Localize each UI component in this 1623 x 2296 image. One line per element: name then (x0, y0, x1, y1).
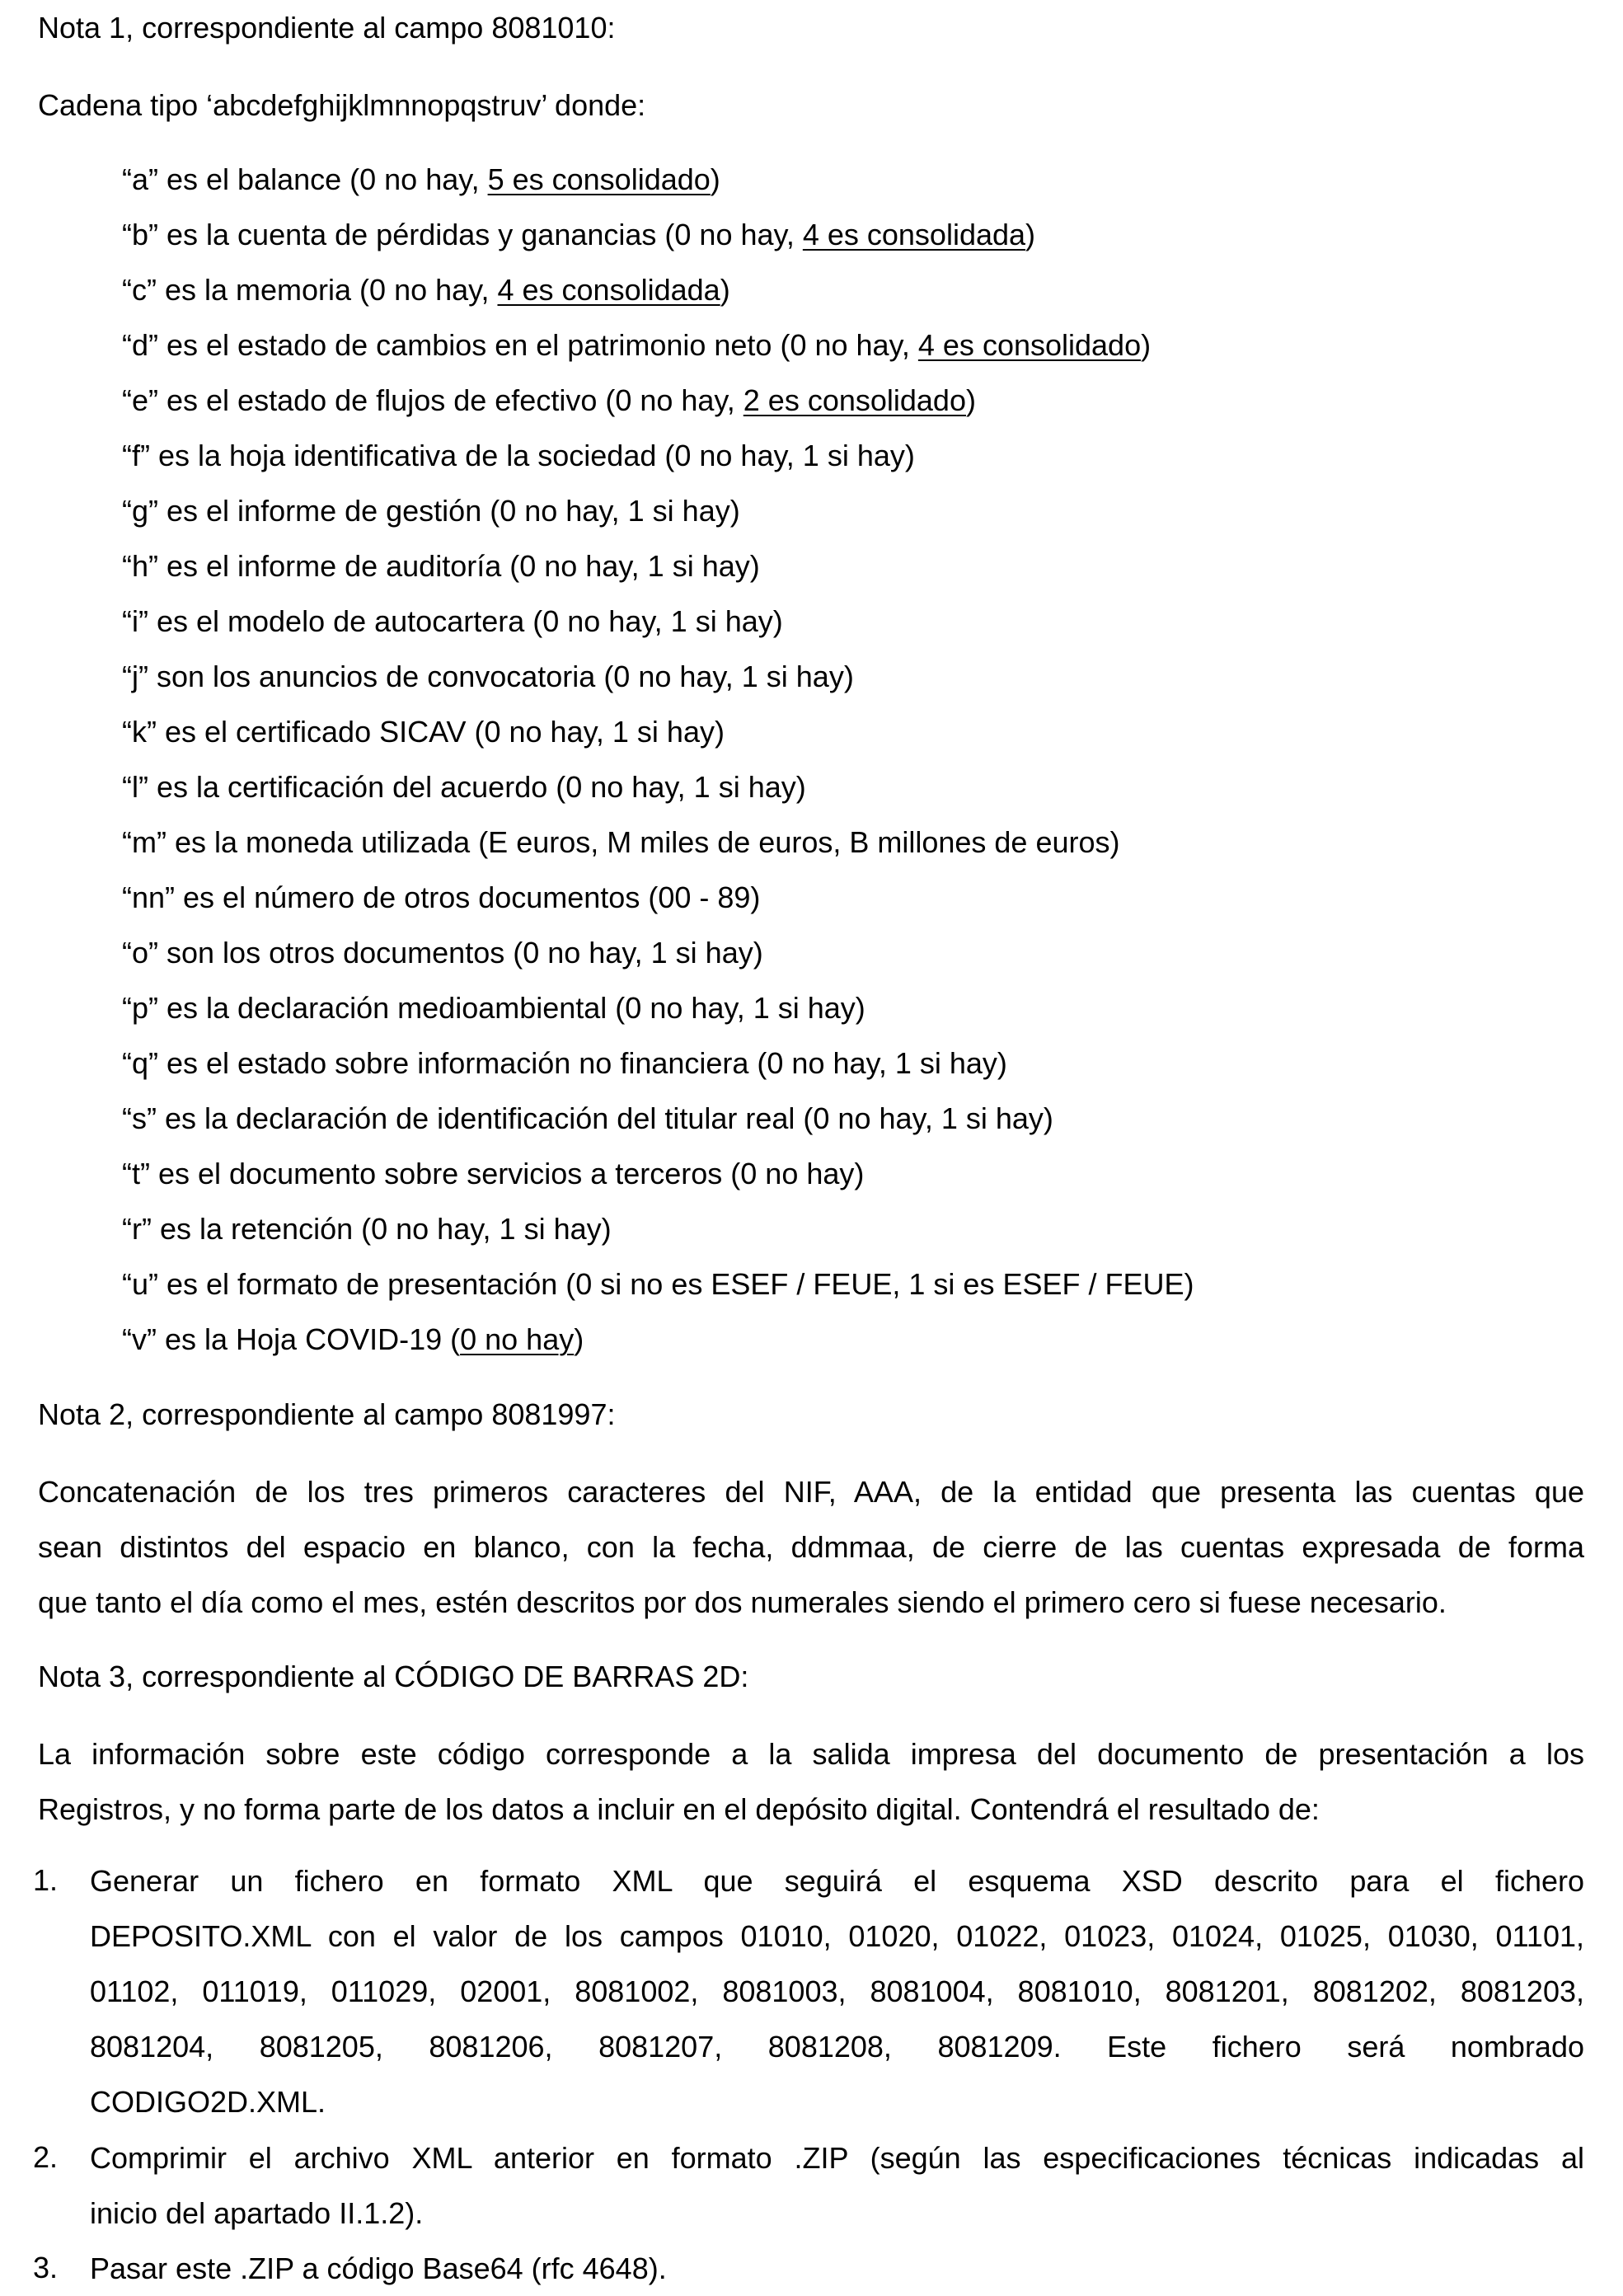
paragraph-line: La información sobre este código corresponde a la salida impresa del documento de presentación a los (38, 1737, 1584, 1771)
list-item: “d” es el estado de cambios en el patrimonio neto (0 no hay, 4 es consolidado) (122, 328, 1152, 362)
list-item: “g” es el informe de gestión (0 no hay, 1 si hay) (122, 494, 740, 528)
paragraph-line: sean distintos del espacio en blanco, con la fecha, ddmmaa, de cierre de las cuentas expresada de forma (38, 1530, 1584, 1564)
paragraph-line: Registros, y no forma parte de los datos a incluir en el depósito digital. Contendrá el resultado de: (38, 1792, 1320, 1826)
nota1-intro: Cadena tipo ‘abcdefghijklmnnopqstruv’ donde: (38, 88, 646, 122)
nota1-heading: Nota 1, correspondiente al campo 8081010: (38, 11, 616, 45)
list-item: “o” son los otros documentos (0 no hay, 1 si hay) (122, 936, 763, 970)
list-item: “u” es el formato de presentación (0 si no es ESEF / FEUE, 1 si es ESEF / FEUE) (122, 1267, 1194, 1301)
step-text: Generar un fichero en formato XML que seguirá el esquema XSD descrito para el fichero DEPOSITO.XML con el valor de los campos 01010, 01020, 01022, 01023, 01024, 01025, 01030, 01101, 01102, 011019, 011029, 02001, 8081002, 8081003, 8081004, 8081010, 8081201, 8081202, 8081203, 8081204, 8081205, 8081206, 8081207, 8081208, 8081209. Este fichero será nombrado CODIGO2D.XML. (90, 1864, 1584, 2119)
step-text: Pasar este .ZIP a código Base64 (rfc 4648). (90, 2251, 667, 2285)
list-item: “l” es la certificación del acuerdo (0 no hay, 1 si hay) (122, 770, 806, 804)
list-item: “h” es el informe de auditoría (0 no hay, 1 si hay) (122, 549, 760, 583)
list-item: “v” es la Hoja COVID-19 (0 no hay) (122, 1322, 584, 1356)
list-item: “e” es el estado de flujos de efectivo (0 no hay, 2 es consolidado) (122, 383, 976, 417)
step-number: 1. (33, 1863, 59, 1897)
list-item: “b” es la cuenta de pérdidas y ganancias (0 no hay, 4 es consolidada) (122, 218, 1036, 251)
list-item: “q” es el estado sobre información no financiera (0 no hay, 1 si hay) (122, 1046, 1007, 1080)
step-text: Comprimir el archivo XML anterior en formato .ZIP (según las especificaciones técnicas indicadas al inicio del apartado II.1.2). (90, 2141, 1584, 2230)
list-item: “j” son los anuncios de convocatoria (0 no hay, 1 si hay) (122, 660, 854, 693)
step-number: 2. (33, 2140, 59, 2174)
nota2-heading: Nota 2, correspondiente al campo 8081997: (38, 1397, 616, 1431)
nota3-heading: Nota 3, correspondiente al CÓDIGO DE BARRAS 2D: (38, 1660, 749, 1693)
list-item: “m” es la moneda utilizada (E euros, M miles de euros, B millones de euros) (122, 825, 1120, 859)
nota3-paragraph (38, 1726, 1584, 1837)
list-item: “i” es el modelo de autocartera (0 no hay, 1 si hay) (122, 604, 783, 638)
paragraph-line: que tanto el día como el mes, estén descritos por dos numerales siendo el primero cero si fuese necesario. (38, 1585, 1447, 1619)
list-item: “f” es la hoja identificativa de la sociedad (0 no hay, 1 si hay) (122, 439, 915, 472)
list-item: “s” es la declaración de identificación del titular real (0 no hay, 1 si hay) (122, 1101, 1053, 1135)
list-item: “c” es la memoria (0 no hay, 4 es consolidada) (122, 273, 730, 307)
list-item: “t” es el documento sobre servicios a terceros (0 no hay) (122, 1157, 865, 1190)
list-item: “nn” es el número de otros documentos (00 - 89) (122, 880, 761, 914)
list-item: “k” es el certificado SICAV (0 no hay, 1 si hay) (122, 715, 725, 749)
paragraph-line: Concatenación de los tres primeros caracteres del NIF, AAA, de la entidad que presenta las cuentas que (38, 1475, 1584, 1509)
list-item: “a” es el balance (0 no hay, 5 es consolidado) (122, 162, 720, 196)
list-item: “r” es la retención (0 no hay, 1 si hay) (122, 1212, 612, 1246)
nota2-paragraph (38, 1464, 1584, 1630)
list-item: “p” es la declaración medioambiental (0 no hay, 1 si hay) (122, 991, 865, 1025)
step-number: 3. (33, 2251, 59, 2284)
